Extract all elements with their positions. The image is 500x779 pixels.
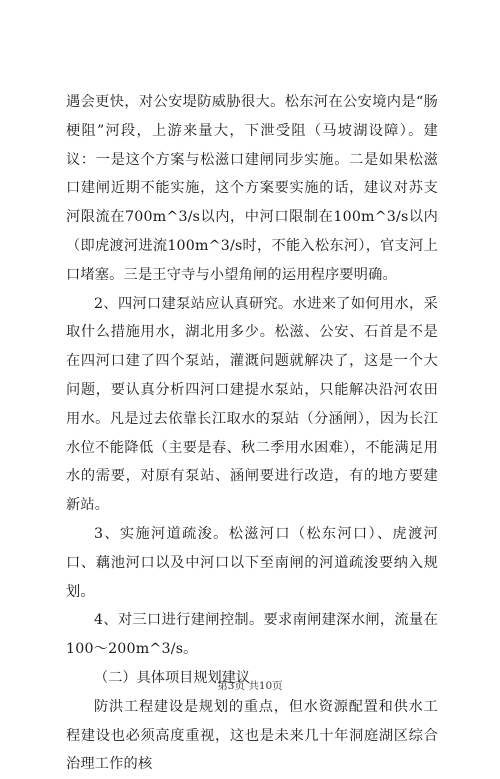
paragraph-item-3: 3、实施河道疏浚。松滋河口（松东河口）、虎渡河口、藕池河口以及中河口以下至南闸的河道疏浚要纳入规划。 [66, 525, 438, 600]
section-heading: （二）具体项目规划建议 [94, 669, 251, 686]
page-footer: 第3页 共10页 [217, 680, 283, 692]
document-body [66, 88, 438, 779]
paragraph-last: 防洪工程建设是规划的重点，但水资源配置和供水工程建设也必须高度重视，这也是未来几十年洞庭湖区综合治理工作的核 [66, 698, 438, 773]
paragraph-continuation: 遇会更快，对公安堤防威胁很大。松东河在公安境内是“肠梗阻”河段，上游来量大，下泄受阻（马坡湖设障）。建议：一是这个方案与松滋口建闸同步实施。二是如果松滋口建闸近期不能实施，这个方案要实施的话，建议对苏支河限流在700m^3/s以内，中河口限制在100m^3/s以内（即虎渡河进流100m^3/s时，不能入松东河），官支河上口堵塞。三是王守寺与小望角闸的运用程序要明确。 [66, 94, 438, 283]
paragraph-item-2: 2、四河口建泵站应认真研究。水进来了如何用水，采取什么措施用水，湖北用多少。松滋、公安、石首是不是在四河口建了四个泵站，灌溉问题就解决了，这是一个大问题，要认真分析四河口建提水泵站，只能解决沿河农田用水。凡是过去依靠长江取水的泵站（分涵闸），因为长江水位不能降低（主要是春、秋二季用水困难），不能满足用水的需要，对原有泵站、涵闸要进行改造，有的地方要建新站。 [66, 295, 438, 514]
paragraph-item-4: 4、对三口进行建闸控制。要求南闸建深水闸，流量在100～200m^3/s。 [66, 612, 438, 658]
